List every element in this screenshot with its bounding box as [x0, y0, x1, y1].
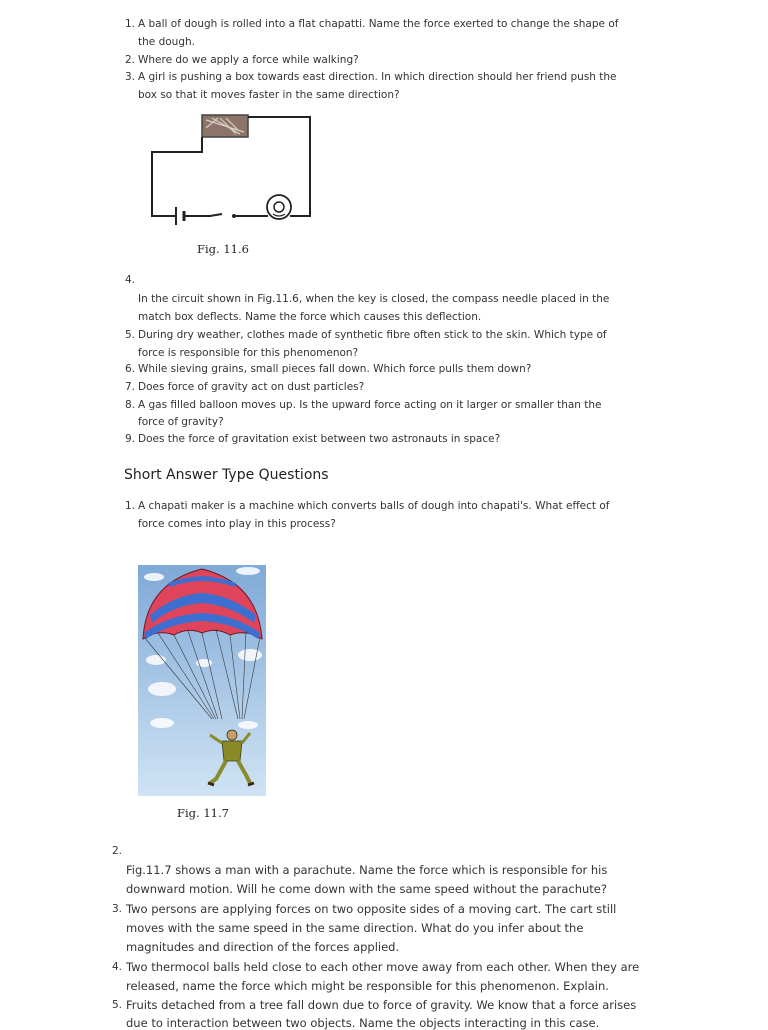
question-line: A chapati maker is a machine which converts balls of dough into chapati's. What effect of	[138, 500, 610, 512]
question-line: moves with the same speed in the same direction. What do you infer about the	[126, 921, 584, 935]
question-line: A gas filled balloon moves up. Is the upward force acting on it larger or smaller than the	[138, 399, 602, 411]
question-number: 2.	[125, 54, 136, 66]
question-number: 3.	[112, 903, 123, 915]
question-line: Fruits detached from a tree fall down due to force of gravity. We know that a force arises	[126, 998, 637, 1012]
question-line: A ball of dough is rolled into a flat chapatti. Name the force exerted to change the shape of	[138, 18, 619, 30]
question-number: 5.	[125, 329, 136, 341]
question-line: During dry weather, clothes made of synthetic fibre often stick to the skin. Which type of	[138, 329, 607, 341]
question-line: box so that it moves faster in the same direction?	[138, 89, 400, 101]
section-heading: Short Answer Type Questions	[124, 467, 329, 483]
question-number: 9.	[125, 433, 136, 445]
key-icon	[232, 214, 236, 218]
question-line: due to interaction between two objects. Name the objects interacting in this case.	[126, 1016, 600, 1030]
fig-11-6-caption: Fig. 11.6	[197, 242, 249, 256]
question-line: A girl is pushing a box towards east direction. In which direction should her friend push the	[138, 71, 617, 83]
question-line: the dough.	[138, 36, 195, 48]
question-line: Does force of gravity act on dust particles?	[138, 381, 365, 393]
question-number: 6.	[125, 363, 136, 375]
question-line: force is responsible for this phenomenon?	[138, 347, 359, 359]
question-number: 1.	[125, 18, 136, 30]
question-number: 3.	[125, 71, 136, 83]
question-number: 1.	[125, 500, 136, 512]
fig-11-7-caption: Fig. 11.7	[177, 806, 229, 820]
question-line: downward motion. Will he come down with the same speed without the parachute?	[126, 882, 607, 896]
question-number: 4.	[112, 961, 123, 973]
question-line: Fig.11.7 shows a man with a parachute. Name the force which is responsible for his	[126, 863, 608, 877]
question-line: In the circuit shown in Fig.11.6, when the key is closed, the compass needle placed in the	[138, 293, 610, 305]
question-number: 7.	[125, 381, 136, 393]
question-line: force of gravity?	[138, 416, 224, 428]
question-line: Does the force of gravitation exist between two astronauts in space?	[138, 433, 501, 445]
question-number: 4.	[125, 274, 136, 286]
question-line: magnitudes and direction of the forces applied.	[126, 940, 400, 954]
question-line: Two thermocol balls held close to each other move away from each other. When they are	[126, 960, 640, 974]
question-line: Where do we apply a force while walking?	[138, 54, 359, 66]
fig-11-6-circuit	[140, 110, 320, 230]
question-line: released, name the force which might be responsible for this phenomenon. Explain.	[126, 979, 609, 993]
question-number: 8.	[125, 399, 136, 411]
fig-11-7-parachute	[138, 565, 266, 796]
question-line: match box deflects. Name the force which causes this deflection.	[138, 311, 482, 323]
question-line: force comes into play in this process?	[138, 518, 336, 530]
question-number: 5.	[112, 999, 123, 1011]
question-line: While sieving grains, small pieces fall down. Which force pulls them down?	[138, 363, 532, 375]
question-number: 2.	[112, 845, 123, 857]
question-line: Two persons are applying forces on two opposite sides of a moving cart. The cart still	[126, 902, 617, 916]
